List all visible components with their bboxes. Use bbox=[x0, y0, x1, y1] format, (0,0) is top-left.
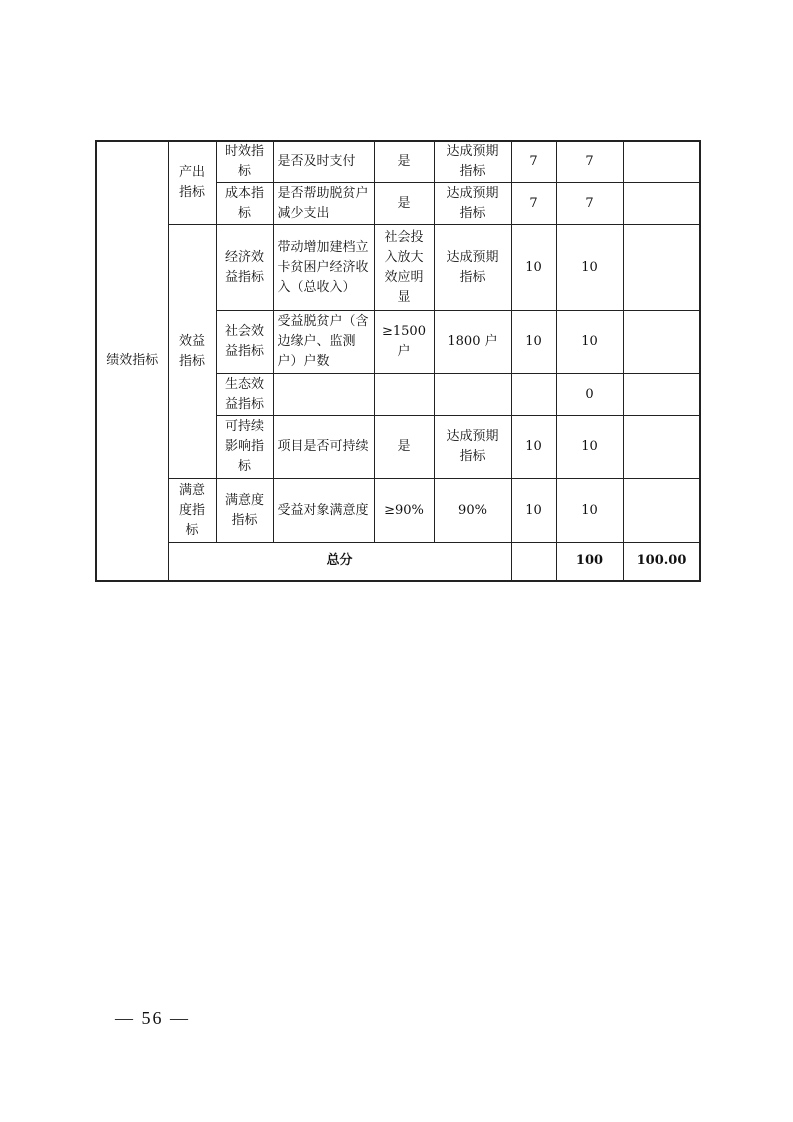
total-row bbox=[96, 543, 700, 581]
actual-cell: 达成预期指标 bbox=[434, 225, 511, 311]
weight-cell: 7 bbox=[511, 183, 556, 225]
weight-cell: 10 bbox=[511, 225, 556, 311]
total-score: 100.00 bbox=[623, 543, 700, 581]
desc-cell: 是否帮助脱贫户减少支出 bbox=[273, 183, 374, 225]
table-row bbox=[96, 225, 700, 311]
note-cell bbox=[623, 183, 700, 225]
l2-output-cell: 产出指标 bbox=[168, 141, 216, 225]
score-cell: 10 bbox=[556, 479, 623, 543]
category-cell: 绩效指标 bbox=[96, 141, 168, 581]
weight-cell bbox=[511, 374, 556, 416]
l2-satisfaction-cell: 满意度指标 bbox=[168, 479, 216, 543]
desc-cell: 受益对象满意度 bbox=[273, 479, 374, 543]
l3-cell: 时效指标 bbox=[216, 141, 273, 183]
note-cell bbox=[623, 479, 700, 543]
l3-cell: 经济效益指标 bbox=[216, 225, 273, 311]
note-cell bbox=[623, 416, 700, 479]
total-weight: 100 bbox=[556, 543, 623, 581]
page-number: — 56 — bbox=[115, 1008, 190, 1028]
target-cell bbox=[374, 374, 434, 416]
actual-cell: 达成预期指标 bbox=[434, 141, 511, 183]
actual-cell: 达成预期指标 bbox=[434, 416, 511, 479]
actual-cell: 90% bbox=[434, 479, 511, 543]
desc-cell bbox=[273, 374, 374, 416]
desc-cell: 带动增加建档立卡贫困户经济收入（总收入） bbox=[273, 225, 374, 311]
weight-cell: 10 bbox=[511, 416, 556, 479]
target-cell: 是 bbox=[374, 183, 434, 225]
note-cell bbox=[623, 225, 700, 311]
desc-cell: 是否及时支付 bbox=[273, 141, 374, 183]
score-cell: 10 bbox=[556, 225, 623, 311]
target-cell: 是 bbox=[374, 141, 434, 183]
target-cell: 是 bbox=[374, 416, 434, 479]
score-cell: 10 bbox=[556, 416, 623, 479]
total-blank-cell bbox=[511, 543, 556, 581]
score-cell: 0 bbox=[556, 374, 623, 416]
target-cell: 社会投入放大效应明显 bbox=[374, 225, 434, 311]
note-cell bbox=[623, 311, 700, 374]
performance-table bbox=[95, 140, 701, 582]
l3-cell: 成本指标 bbox=[216, 183, 273, 225]
score-cell: 7 bbox=[556, 141, 623, 183]
weight-cell: 10 bbox=[511, 311, 556, 374]
actual-cell: 达成预期指标 bbox=[434, 183, 511, 225]
table-row bbox=[96, 141, 700, 183]
l3-cell: 社会效益指标 bbox=[216, 311, 273, 374]
l3-cell: 满意度指标 bbox=[216, 479, 273, 543]
weight-cell: 7 bbox=[511, 141, 556, 183]
actual-cell bbox=[434, 374, 511, 416]
l3-cell: 生态效益指标 bbox=[216, 374, 273, 416]
l3-cell: 可持续影响指标 bbox=[216, 416, 273, 479]
l2-benefit-cell: 效益指标 bbox=[168, 225, 216, 479]
actual-cell: 1800 户 bbox=[434, 311, 511, 374]
desc-cell: 项目是否可持续 bbox=[273, 416, 374, 479]
note-cell bbox=[623, 141, 700, 183]
desc-cell: 受益脱贫户（含边缘户、监测户）户数 bbox=[273, 311, 374, 374]
weight-cell: 10 bbox=[511, 479, 556, 543]
note-cell bbox=[623, 374, 700, 416]
table-row bbox=[96, 479, 700, 543]
score-cell: 7 bbox=[556, 183, 623, 225]
score-cell: 10 bbox=[556, 311, 623, 374]
target-cell: ≥1500户 bbox=[374, 311, 434, 374]
total-label: 总分 bbox=[168, 543, 511, 581]
target-cell: ≥90% bbox=[374, 479, 434, 543]
